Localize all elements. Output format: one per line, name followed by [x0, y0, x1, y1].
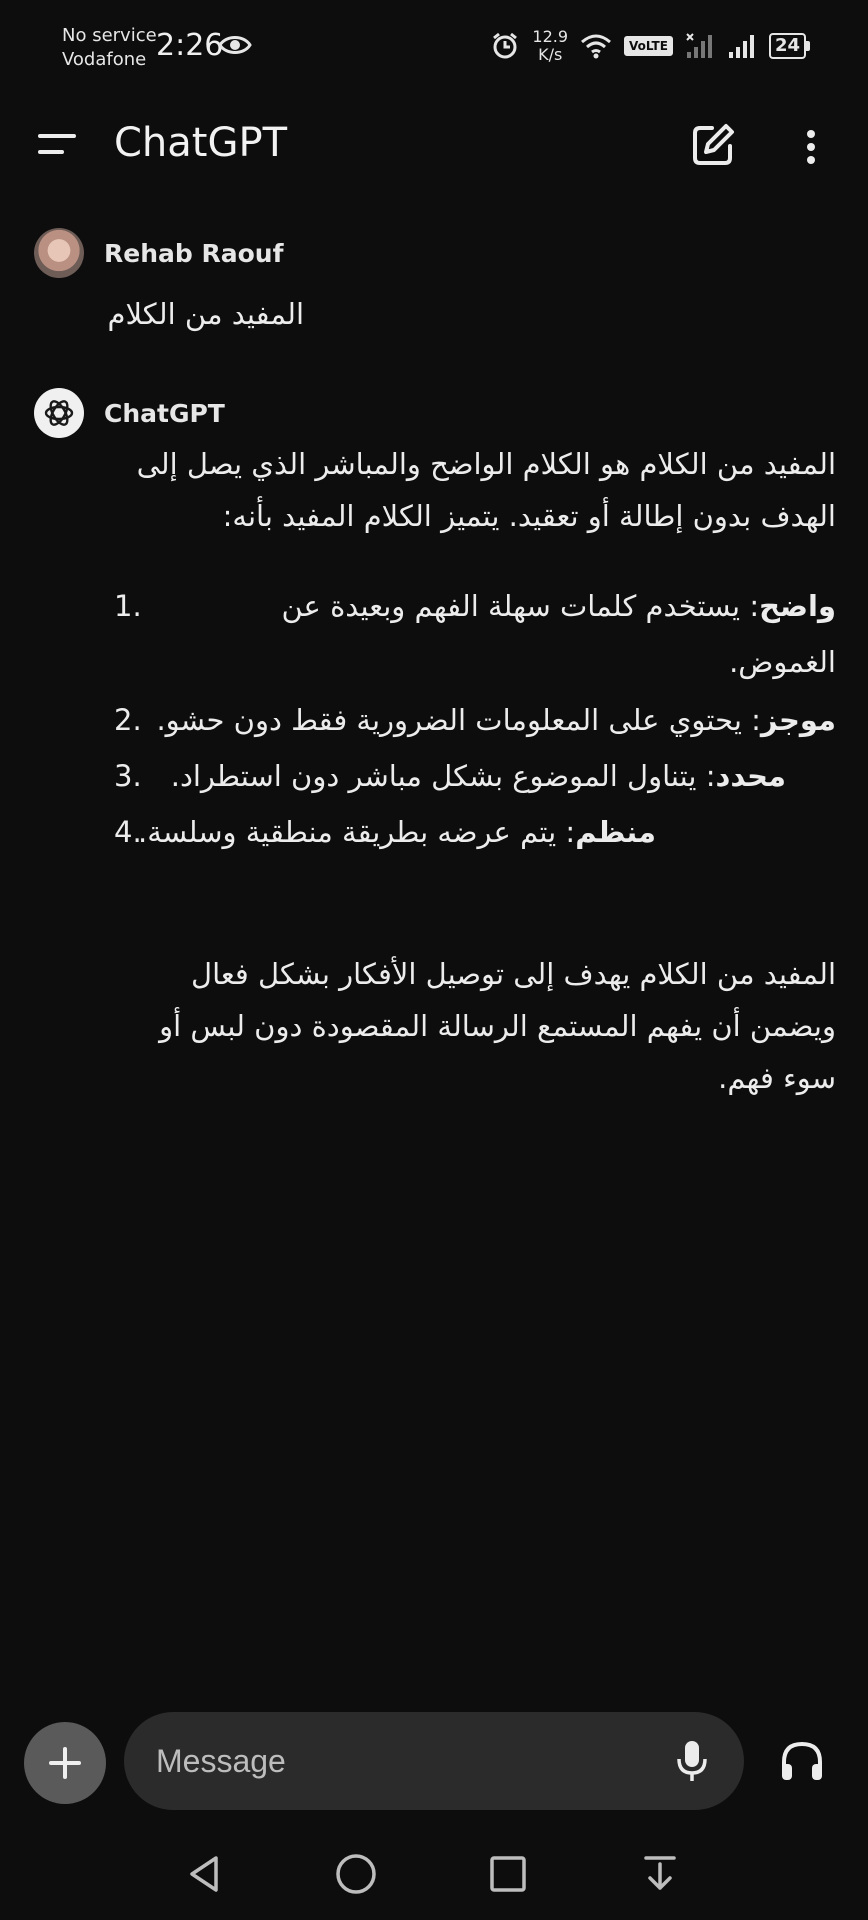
avatar [34, 228, 84, 278]
user-message-text: المفيد من الكلام [107, 297, 304, 331]
list-item-text: : يتناول الموضوع بشكل مباشر دون استطراد. [170, 759, 716, 793]
carrier-info [62, 24, 157, 72]
signal-sim1-icon [727, 32, 757, 60]
list-item-term: منظم [575, 815, 656, 849]
assistant-name: ChatGPT [104, 398, 225, 428]
menu-icon[interactable] [36, 128, 80, 162]
message-field[interactable] [124, 1712, 744, 1810]
back-triangle-icon[interactable] [182, 1850, 230, 1898]
network-speed [532, 28, 568, 64]
signal-sim2-icon [685, 32, 715, 60]
list-item-number: 3. [114, 759, 142, 793]
list-item [100, 748, 836, 804]
status-indicators [490, 26, 810, 66]
battery-level: 24 [769, 33, 806, 59]
network-speed-value: 12.9 [532, 27, 569, 46]
battery-indicator [769, 33, 810, 59]
list-item-term: واضح [759, 589, 836, 623]
list-item-text: : يحتوي على المعلومات الضرورية فقط دون حشو. [156, 703, 761, 737]
carrier-line-2: Vodafone [62, 49, 147, 70]
app-title: ChatGPT [114, 120, 288, 166]
assistant-outro-text: المفيد من الكلام يهدف إلى توصيل الأفكار بشكل فعال ويضمن أن يفهم المستمع الرسالة المقصودة دون لبس أو سوء فهم. [159, 957, 836, 1095]
user-message [0, 228, 868, 348]
microphone-icon[interactable] [676, 1739, 708, 1783]
system-nav-bar [0, 1828, 868, 1920]
list-item-term: محدد [715, 759, 786, 793]
list-item-term: موجز [760, 703, 836, 737]
alarm-icon [490, 31, 520, 61]
eye-icon [218, 32, 252, 58]
carrier-line-1: No service [62, 25, 157, 46]
message-input[interactable] [156, 1743, 636, 1780]
list-item-number: 1. [114, 589, 142, 623]
list-item-number: 4. [114, 815, 142, 849]
attach-button[interactable] [24, 1722, 106, 1804]
list-item [100, 804, 836, 860]
list-item [100, 578, 836, 690]
assistant-message-header [34, 388, 225, 438]
network-speed-unit: K/s [538, 45, 563, 64]
assistant-message [0, 388, 868, 1095]
user-name: Rehab Raouf [104, 238, 284, 268]
status-bar [0, 0, 868, 90]
plus-icon [45, 1743, 85, 1783]
new-chat-icon[interactable] [690, 122, 736, 168]
app-bar [0, 100, 868, 190]
wifi-icon [580, 32, 612, 60]
list-item-text: : يستخدم كلمات سهلة الفهم وبعيدة عن الغموض. [281, 589, 836, 679]
recents-square-icon[interactable] [484, 1850, 532, 1898]
composer [0, 1706, 868, 1816]
volte-badge: VoLTE [624, 36, 673, 56]
assistant-intro-text: المفيد من الكلام هو الكلام الواضح والمباشر الذي يصل إلى الهدف بدون إطالة أو تعقيد. يتميز الكلام المفيد بأنه: [136, 447, 836, 533]
status-time: 2:26 [156, 28, 224, 63]
more-vertical-icon[interactable] [790, 126, 832, 168]
battery-tip [806, 41, 810, 51]
assistant-list [100, 578, 836, 860]
openai-knot-icon [41, 395, 77, 431]
list-item-text: : يتم عرضه بطريقة منطقية وسلسة. [138, 815, 576, 849]
list-item-number: 2. [114, 703, 142, 737]
chatgpt-logo-icon [34, 388, 84, 438]
pull-down-icon[interactable] [636, 1850, 684, 1898]
headphones-icon[interactable] [778, 1738, 826, 1786]
list-item [100, 692, 836, 748]
user-message-header [34, 228, 283, 278]
home-circle-icon[interactable] [332, 1850, 380, 1898]
